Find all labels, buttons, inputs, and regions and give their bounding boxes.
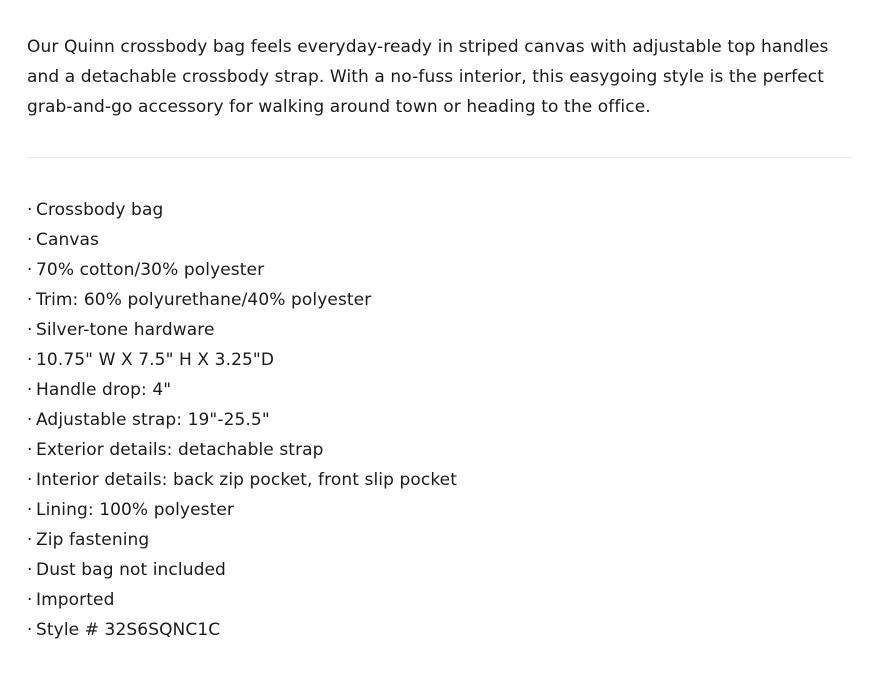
bullet-icon: · [27,590,33,610]
detail-text: Trim: 60% polyurethane/40% polyester [36,290,372,310]
detail-text: Imported [36,590,115,610]
bullet-icon: · [27,500,33,520]
detail-item [27,435,457,465]
bullet-icon: · [27,620,33,640]
bullet-icon: · [27,560,33,580]
detail-item [27,465,457,495]
bullet-icon: · [27,410,33,430]
detail-item [27,555,457,585]
detail-item [27,225,457,255]
detail-text: Adjustable strap: 19"-25.5" [36,410,270,430]
detail-item [27,615,457,645]
detail-text: Silver-tone hardware [36,320,215,340]
product-description: Our Quinn crossbody bag feels everyday-ready in striped canvas with adjustable top handles and a detachable crossbody strap. With a no-fuss interior, this easygoing style is the perfect grab-and-go accessory for walking around town or heading to the office. [27,37,829,117]
bullet-icon: · [27,200,33,220]
detail-item [27,525,457,555]
product-details-list [27,195,457,645]
detail-item [27,195,457,225]
detail-text: Exterior details: detachable strap [36,440,324,460]
detail-text: 10.75" W X 7.5" H X 3.25"D [36,350,275,370]
detail-text: Canvas [36,230,99,250]
detail-item [27,375,457,405]
detail-text: Crossbody bag [36,200,164,220]
bullet-icon: · [27,320,33,340]
bullet-icon: · [27,260,33,280]
detail-item [27,285,457,315]
detail-text: Zip fastening [36,530,150,550]
bullet-icon: · [27,380,33,400]
detail-text: Handle drop: 4" [36,380,172,400]
bullet-icon: · [27,350,33,370]
bullet-icon: · [27,230,33,250]
detail-text: Interior details: back zip pocket, front slip pocket [36,470,457,490]
detail-item [27,345,457,375]
section-divider [27,157,852,158]
detail-text: Lining: 100% polyester [36,500,234,520]
bullet-icon: · [27,530,33,550]
bullet-icon: · [27,440,33,460]
detail-text: Dust bag not included [36,560,226,580]
bullet-icon: · [27,470,33,490]
detail-item [27,495,457,525]
detail-item [27,255,457,285]
bullet-icon: · [27,290,33,310]
detail-text: 70% cotton/30% polyester [36,260,265,280]
detail-text: Style # 32S6SQNC1C [36,620,221,640]
detail-item [27,405,457,435]
detail-item [27,315,457,345]
detail-item [27,585,457,615]
